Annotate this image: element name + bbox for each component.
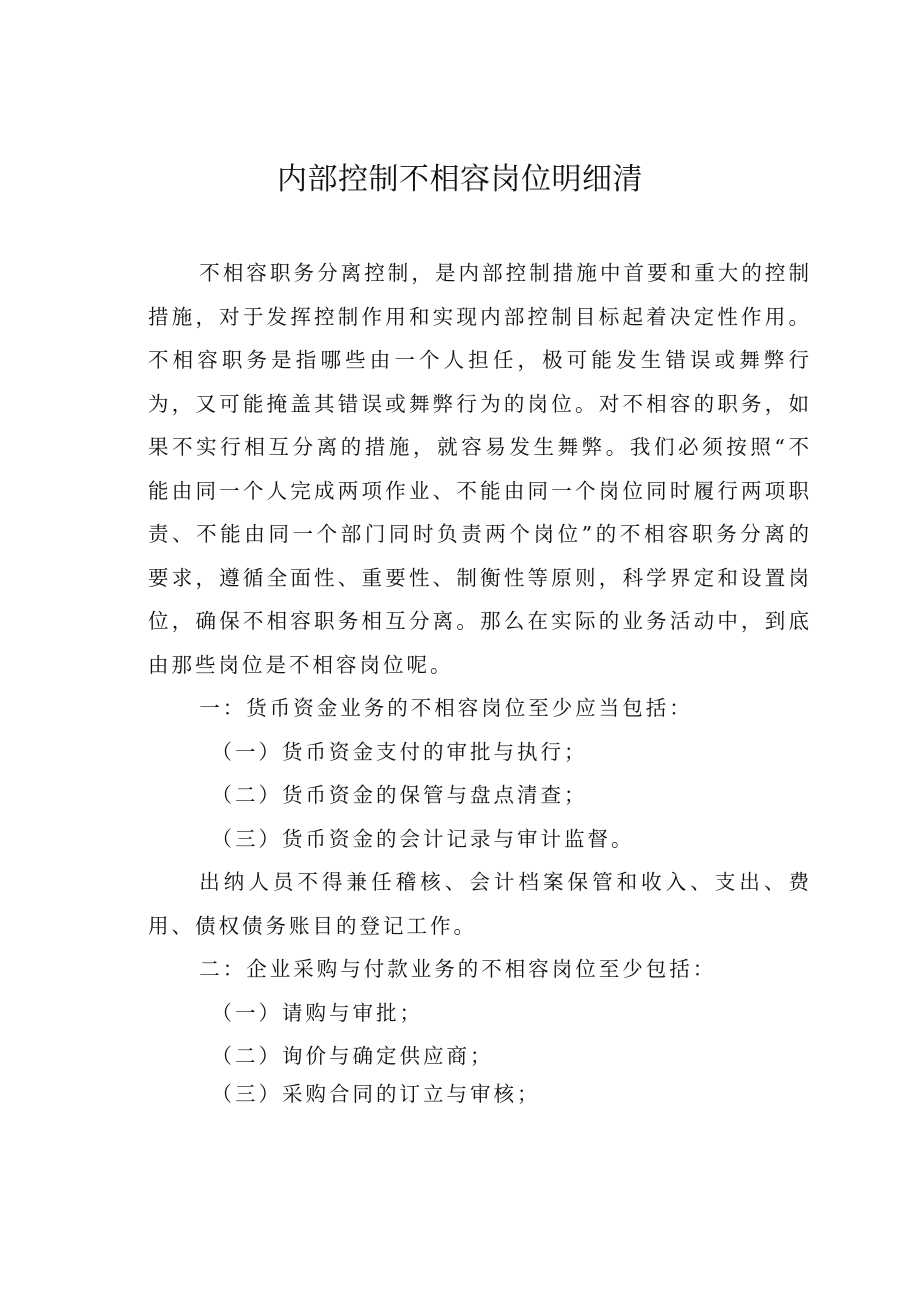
section-2-item-1: （一）请购与审批； [211,1000,424,1025]
section-1-heading: 一：货币资金业务的不相容岗位至少应当包括： [199,696,693,720]
section-1-item-3: （三）货币资金的会计记录与审计监督。 [211,826,635,851]
section-2-item-2: （二）询价与确定供应商； [211,1044,494,1068]
section-1-item-2: （二）货币资金的保管与盘点清查； [211,783,588,807]
section-1-note: 出纳人员不得兼任稽核、会计档案保管和收入、支出、费用、债权债务账目的登记工作。 [148,870,812,938]
section-2-heading: 二：企业采购与付款业务的不相容岗位至少包括： [199,957,717,981]
document-body [148,252,812,1116]
document-title: 内部控制不相容岗位明细清 [277,162,643,197]
section-1-item-1: （一）货币资金支付的审批与执行； [211,739,588,764]
section-2-item-3: （三）采购合同的订立与审核； [211,1081,541,1106]
intro-paragraph: 不相容职务分离控制，是内部控制措施中首要和重大的控制措施，对于发挥控制作用和实现内部控制目标起着决定性作用。不相容职务是指哪些由一个人担任，极可能发生错误或舞弊行为，又可能掩盖其错误或舞弊行为的岗位。对不相容的职务，如果不实行相互分离的措施，就容易发生舞弊。我们必须按照“不能由同一个人完成两项作业、不能由同一个岗位同时履行两项职责、不能由同一个部门同时负责两个岗位”的不相容职务分离的要求，遵循全面性、重要性、制衡性等原则，科学界定和设置岗位，确保不相容职务相互分离。那么在实际的业务活动中，到底由那些岗位是不相容岗位呢。 [148,261,812,677]
